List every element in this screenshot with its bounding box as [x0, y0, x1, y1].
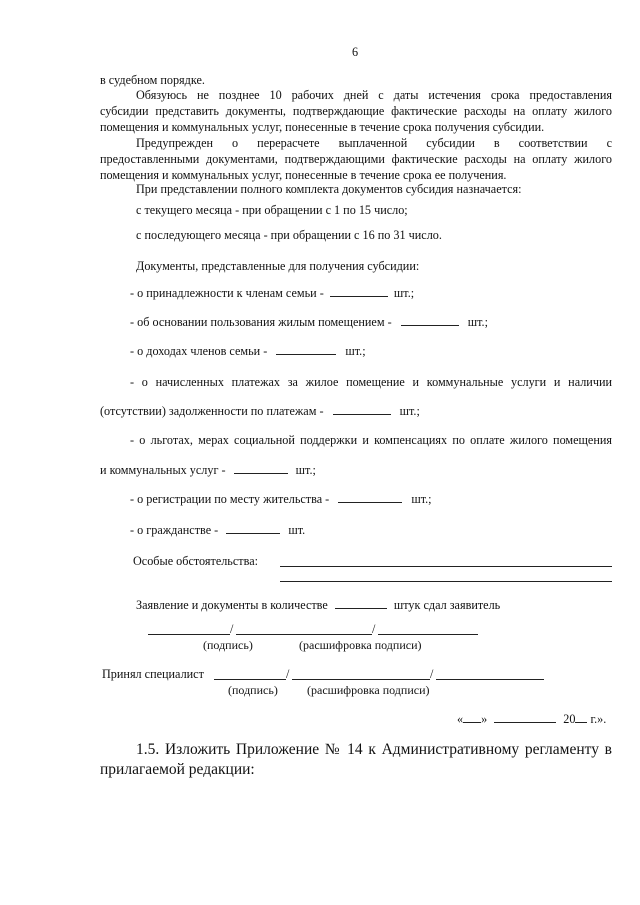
- unit-label: шт.: [288, 523, 306, 537]
- date-line: [457, 711, 606, 727]
- special-circumstances-label: Особые обстоятельства:: [133, 554, 258, 568]
- doc-item-family: [130, 285, 414, 301]
- close-quote: »: [481, 712, 488, 726]
- special-circumstances-line-1: [280, 566, 612, 567]
- applicant-name-line: [236, 634, 372, 635]
- paragraph-2-line-2: предоставленными документами, подтверждающими фактические расходы на оплату жилого: [100, 152, 612, 166]
- doc-item-label: - о принадлежности к членам семьи -: [130, 286, 324, 300]
- unit-label: шт.;: [393, 286, 415, 300]
- paragraph-1-line-2: субсидии представить документы, подтверждающие фактические расходы на оплату жилого: [100, 104, 612, 118]
- unit-label: шт.;: [399, 404, 420, 418]
- doc-item-income: [130, 343, 366, 359]
- doc-item-housing: [130, 314, 488, 330]
- specialist-decode-caption: (расшифровка подписи): [307, 683, 430, 697]
- count-blank: [226, 522, 280, 534]
- submission-suffix: штук сдал заявитель: [393, 598, 501, 612]
- paragraph-0: в судебном порядке.: [100, 73, 205, 87]
- applicant-signature-line: [148, 634, 230, 635]
- accepted-label: Принял специалист: [102, 667, 204, 681]
- special-circumstances-line-2: [280, 581, 612, 582]
- doc-item-citizenship: [130, 522, 305, 538]
- count-blank: [333, 403, 391, 415]
- specialist-signature-line: [214, 679, 286, 680]
- doc-item-payments-line-2: [100, 403, 420, 419]
- count-blank: [338, 491, 402, 503]
- doc-item-benefits-line-1: - о льготах, мерах социальной поддержки и компенсациях по оплате жилого помещения: [130, 433, 612, 447]
- paragraph-1-line-1: Обязуюсь не позднее 10 рабочих дней с даты истечения срока предоставления: [136, 88, 612, 102]
- specialist-extra-line: [436, 679, 544, 680]
- specialist-name-line: [292, 679, 430, 680]
- count-blank: [401, 314, 459, 326]
- documents-heading: Документы, представленные для получения субсидии:: [136, 259, 420, 273]
- unit-label: шт.;: [467, 315, 488, 329]
- paragraph-1-line-3: помещения и коммунальных услуг, понесенные в течение срока получения субсидии.: [100, 120, 545, 134]
- slash: /: [286, 667, 290, 681]
- year-prefix: 20: [563, 712, 576, 726]
- day-blank: [463, 711, 481, 723]
- count-blank: [330, 285, 388, 297]
- count-blank: [276, 343, 336, 355]
- doc-item-label: и коммунальных услуг -: [100, 463, 226, 477]
- paragraph-2-line-1: Предупрежден о перерасчете выплаченной субсидии в соответствии с: [136, 136, 612, 150]
- doc-item-registration: [130, 491, 432, 507]
- doc-item-label: - об основании пользования жилым помещением -: [130, 315, 392, 329]
- paragraph-4: с текущего месяца - при обращении с 1 по 15 число;: [136, 203, 408, 217]
- doc-item-label: - о гражданстве -: [130, 523, 219, 537]
- section-line-2: прилагаемой редакции:: [100, 761, 255, 778]
- specialist-signature-caption: (подпись): [228, 683, 278, 697]
- paragraph-5: с последующего месяца - при обращении с 16 по 31 число.: [136, 228, 442, 242]
- applicant-signature-caption: (подпись): [203, 638, 253, 652]
- open-quote: «: [457, 712, 464, 726]
- unit-label: шт.;: [345, 344, 366, 358]
- slash: /: [430, 667, 434, 681]
- doc-item-label: (отсутствии) задолженности по платежам -: [100, 404, 324, 418]
- applicant-extra-line: [378, 634, 478, 635]
- paragraph-2-line-3: помещения и коммунальных услуг, понесенные в течение срока ее получения.: [100, 168, 507, 182]
- section-line-1: 1.5. Изложить Приложение № 14 к Административному регламенту в: [136, 741, 612, 758]
- unit-label: шт.;: [411, 492, 432, 506]
- slash: /: [372, 622, 376, 636]
- doc-item-label: - о регистрации по месту жительства -: [130, 492, 330, 506]
- unit-label: шт.;: [295, 463, 316, 477]
- submission-prefix: Заявление и документы в количестве: [136, 598, 328, 612]
- slash: /: [230, 622, 234, 636]
- year-blank: [575, 711, 587, 723]
- applicant-decode-caption: (расшифровка подписи): [299, 638, 422, 652]
- doc-item-payments-line-1: - о начисленных платежах за жилое помещение и коммунальные услуги и наличии: [130, 375, 612, 389]
- doc-item-benefits-line-2: [100, 462, 316, 478]
- count-blank: [234, 462, 288, 474]
- month-blank: [494, 711, 556, 723]
- submission-line: [136, 597, 500, 613]
- paragraph-3: При представлении полного комплекта документов субсидия назначается:: [136, 182, 522, 196]
- doc-item-label: - о доходах членов семьи -: [130, 344, 268, 358]
- count-blank: [335, 597, 387, 609]
- page-number: 6: [352, 45, 359, 59]
- year-suffix: г.».: [590, 712, 607, 726]
